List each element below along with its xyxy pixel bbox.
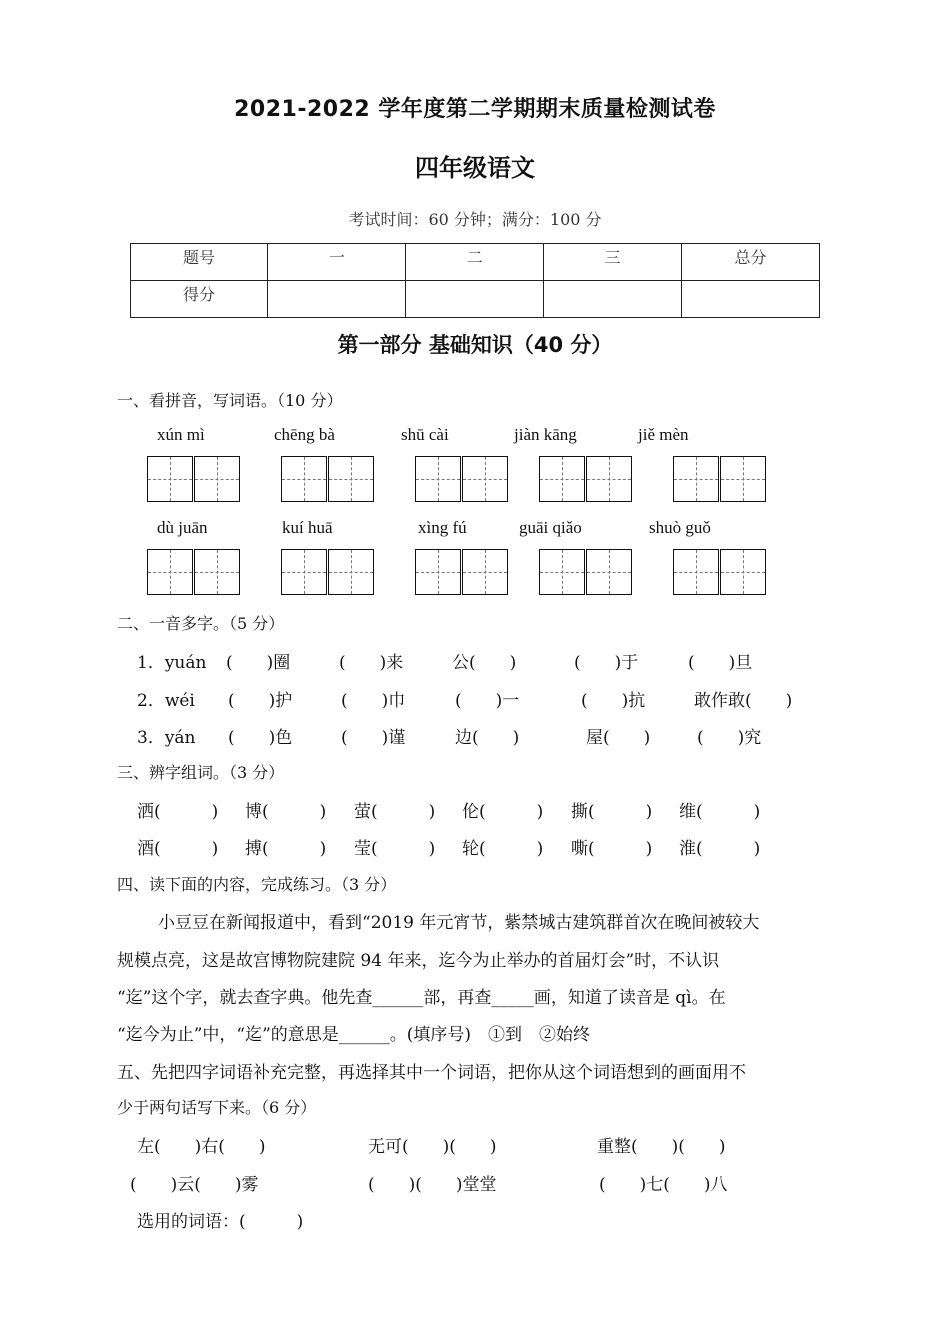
q2-blank[interactable]: ( )圈 <box>226 653 291 673</box>
writing-box[interactable] <box>328 549 374 595</box>
score-cell: 二 <box>406 244 544 281</box>
writing-box[interactable] <box>586 456 632 502</box>
score-cell: 题号 <box>131 244 268 281</box>
writing-box[interactable] <box>539 456 585 502</box>
pinyin-label: shū cài <box>401 425 449 444</box>
q3-title: 三、辨字组词。（3 分） <box>117 763 285 782</box>
q3-blank[interactable]: 洒( ) <box>137 802 219 822</box>
pinyin-label: chēng bà <box>274 425 335 444</box>
score-cell: 三 <box>544 244 682 281</box>
q3-blank[interactable]: 莹( ) <box>354 839 436 859</box>
pinyin-label: jiàn kāng <box>514 425 577 444</box>
q5-idiom[interactable]: ( )七( )八 <box>599 1175 728 1195</box>
score-table-score-row <box>131 281 820 318</box>
exam-title: 2021-2022 学年度第二学期期末质量检测试卷 <box>234 97 716 122</box>
q5-idiom[interactable]: 左( )右( ) <box>137 1137 266 1157</box>
q3-blank[interactable]: 淮( ) <box>679 839 761 859</box>
q2-blank[interactable]: ( )旦 <box>688 653 753 673</box>
q4-passage-line: 小豆豆在新闻报道中，看到“2019 年元宵节，紫禁城古建筑群首次在晚间被较大 <box>158 913 760 933</box>
pinyin-label: dù juān <box>157 518 208 537</box>
writing-box[interactable] <box>586 549 632 595</box>
q5-idiom[interactable]: 重整( )( ) <box>597 1137 726 1157</box>
writing-box[interactable] <box>415 549 461 595</box>
q5-title: 五、先把四字词语补充完整，再选择其中一个词语，把你从这个词语想到的画面用不 <box>117 1063 746 1083</box>
q3-blank[interactable]: 伦( ) <box>462 802 544 822</box>
score-input-cell[interactable] <box>544 281 682 318</box>
writing-box[interactable] <box>328 456 374 502</box>
writing-box[interactable] <box>415 456 461 502</box>
q2-blank[interactable]: ( )一 <box>455 691 520 711</box>
q3-blank[interactable]: 嘶( ) <box>571 839 653 859</box>
q2-blank[interactable]: 边( ) <box>455 728 520 748</box>
part1-title: 第一部分 基础知识（40 分） <box>337 333 613 357</box>
pinyin-label: jiě mèn <box>638 425 689 444</box>
q3-blank[interactable]: 撕( ) <box>571 802 653 822</box>
q3-blank[interactable]: 维( ) <box>679 802 761 822</box>
score-cell: 一 <box>268 244 406 281</box>
q3-blank[interactable]: 轮( ) <box>462 839 544 859</box>
exam-subtitle: 四年级语文 <box>415 154 535 182</box>
q2-blank[interactable]: ( )于 <box>574 653 639 673</box>
q5-idiom[interactable]: ( )云( )雾 <box>130 1175 259 1195</box>
q2-blank[interactable]: ( )色 <box>228 728 293 748</box>
score-input-cell[interactable] <box>682 281 820 318</box>
q3-blank[interactable]: 搏( ) <box>245 839 327 859</box>
q2-blank[interactable]: ( )抗 <box>581 691 646 711</box>
q2-blank[interactable]: 公( ) <box>452 653 517 673</box>
score-cell: 总分 <box>682 244 820 281</box>
writing-box[interactable] <box>147 549 193 595</box>
q3-blank[interactable]: 萤( ) <box>354 802 436 822</box>
q2-blank[interactable]: ( )巾 <box>341 691 406 711</box>
writing-box[interactable] <box>673 456 719 502</box>
q5-idiom[interactable]: 无可( )( ) <box>368 1137 497 1157</box>
q2-blank[interactable]: 屋( ) <box>586 728 651 748</box>
q2-blank[interactable]: ( )护 <box>228 691 293 711</box>
q2-blank[interactable]: ( )究 <box>697 728 762 748</box>
pinyin-label: xìng fú <box>418 518 467 537</box>
score-input-cell[interactable] <box>406 281 544 318</box>
q2-blank[interactable]: ( )谨 <box>341 728 406 748</box>
q2-line-number: 3．yán <box>137 728 196 748</box>
score-table-header-row <box>131 244 820 281</box>
writing-box[interactable] <box>539 549 585 595</box>
writing-box[interactable] <box>147 456 193 502</box>
writing-box[interactable] <box>462 549 508 595</box>
q4-passage-line: “迄”这个字，就去查字典。他先查______部，再查_____画，知道了读音是 qì。在 <box>117 988 726 1008</box>
q5-title-cont: 少于两句话写下来。（6 分） <box>117 1098 317 1117</box>
q5-chosen-word[interactable]: 选用的词语：( ) <box>137 1212 304 1232</box>
q3-blank[interactable]: 酒( ) <box>137 839 219 859</box>
writing-box[interactable] <box>720 549 766 595</box>
time-info: 考试时间：60 分钟；满分：100 分 <box>348 210 602 229</box>
q2-blank[interactable]: ( )来 <box>339 653 404 673</box>
score-cell: 得分 <box>131 281 268 318</box>
score-input-cell[interactable] <box>268 281 406 318</box>
pinyin-label: guāi qiǎo <box>519 518 582 537</box>
q2-line-number: 1．yuán <box>137 653 207 673</box>
pinyin-label: kuí huā <box>282 518 333 537</box>
q4-title: 四、读下面的内容，完成练习。（3 分） <box>117 875 397 894</box>
score-table <box>130 243 820 318</box>
writing-box[interactable] <box>194 456 240 502</box>
writing-box[interactable] <box>194 549 240 595</box>
writing-box[interactable] <box>281 549 327 595</box>
pinyin-label: shuò guǒ <box>649 518 711 537</box>
q4-passage-line: 规模点亮，这是故宫博物院建院 94 年来，迄今为止举办的首届灯会”时，不认识 <box>117 951 720 971</box>
q5-idiom[interactable]: ( )( )堂堂 <box>368 1175 497 1195</box>
writing-box[interactable] <box>720 456 766 502</box>
writing-box[interactable] <box>281 456 327 502</box>
q1-title: 一、看拼音，写词语。（10 分） <box>117 391 343 410</box>
writing-box[interactable] <box>462 456 508 502</box>
q2-blank[interactable]: 敢作敢( ) <box>694 691 793 711</box>
q3-blank[interactable]: 博( ) <box>245 802 327 822</box>
q4-passage-line: “迄今为止”中，“迄”的意思是______。(填序号) ①到 ②始终 <box>117 1025 591 1045</box>
pinyin-label: xún mì <box>157 425 205 444</box>
writing-box[interactable] <box>673 549 719 595</box>
q2-line-number: 2．wéi <box>137 691 195 711</box>
q2-title: 二、一音多字。（5 分） <box>117 614 285 633</box>
